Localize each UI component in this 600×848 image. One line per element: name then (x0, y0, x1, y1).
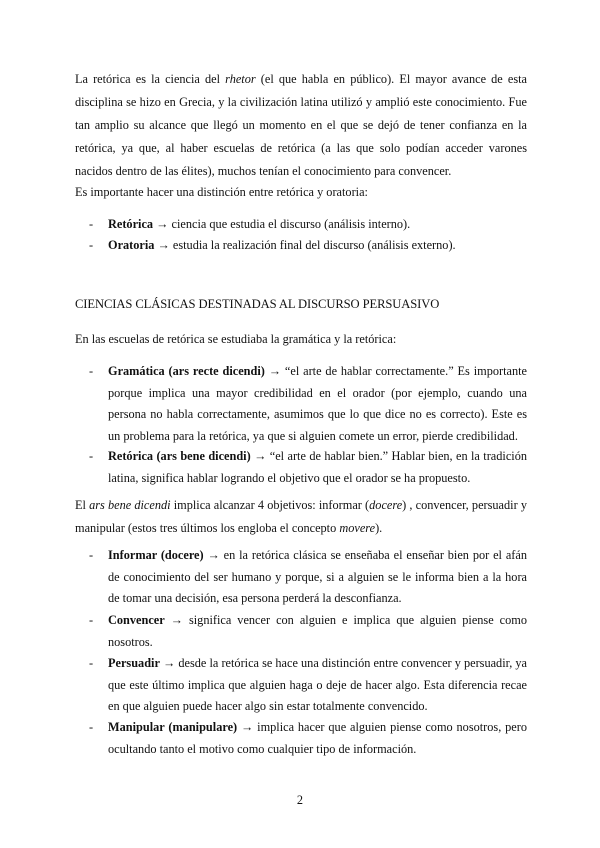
schools-paragraph: En las escuelas de retórica se estudiaba la gramática y la retórica: (75, 332, 397, 346)
ars-text-b: implica alcanzar 4 objetivos: informar ( (170, 498, 370, 512)
list-item (75, 214, 527, 236)
list-term: Manipular (manipulare) (108, 720, 238, 734)
intro-paragraph (75, 68, 527, 183)
list-term: Informar (docere) (108, 548, 204, 562)
docere-term: docere (369, 498, 403, 512)
distinction-paragraph: Es importante hacer una distinción entre retórica y oratoria: (75, 185, 368, 199)
list-item (75, 610, 527, 653)
intro-text-a: La retórica es la ciencia del (75, 72, 226, 86)
ars-paragraph (75, 494, 527, 540)
list-dash: - (89, 364, 94, 378)
list-item (75, 235, 527, 257)
section-heading: CIENCIAS CLÁSICAS DESTINADAS AL DISCURSO PERSUASIVO (75, 297, 440, 311)
ars-term: ars bene dicendi (89, 498, 171, 512)
list-dash: - (89, 613, 94, 627)
intro-text-b: (el que habla en público). El mayor avance de esta disciplina se hizo en Grecia, y la civilización latina utilizó y amplió este conocimiento. Fue tan amplio su alcance que llegó un momento en el que se dejó de tener confianza en la retórica, ya que, al haber escuelas de retórica (a las que solo podían acceder varones nacidos dentro de las élites), muchos tenían el conocimiento para convencer. (75, 72, 527, 178)
list-text: → significa vencer con alguien e implica que alguien piense como nosotros. (108, 613, 527, 649)
list-text: → desde la retórica se hace una distinción entre convencer y persuadir, ya que este último implica que alguien haga o deje de hacer algo. Esta diferencia recae en que alguien puede hacer algo sin estar totalmente convencido. (108, 656, 527, 713)
list-dash: - (89, 449, 94, 463)
list-dash: - (89, 238, 94, 252)
rhetor-term: rhetor (225, 72, 256, 86)
list-term: Persuadir (108, 656, 160, 670)
ars-text-a: El (75, 498, 90, 512)
list-term: Retórica (ars bene dicendi) (108, 449, 251, 463)
list-dash: - (89, 720, 94, 734)
list-text: → “el arte de hablar correctamente.” Es importante porque implica una mayor credibilidad en el orador (por ejemplo, cuando una persona no habla correctamente, asumimos que lo que dice no es correcto). Este es un problema para la retórica, ya que si alguien comete un error, pierde credibilidad. (108, 364, 527, 443)
movere-term: movere (339, 521, 376, 535)
list-term: Retórica (108, 217, 154, 231)
list-dash: - (89, 656, 94, 670)
list-text: → implica hacer que alguien piense como nosotros, pero ocultando tanto el motivo como cualquier tipo de información. (108, 720, 528, 756)
page-number: 2 (296, 793, 304, 807)
list-item (75, 717, 527, 760)
list-text: → “el arte de hablar bien.” Hablar bien, en la tradición latina, significa hablar logrando el objetivo que el orador se ha propuesto. (108, 449, 527, 485)
list-text: → ciencia que estudia el discurso (análisis interno). (153, 217, 411, 231)
list-text: → en la retórica clásica se enseñaba el enseñar bien por el afán de conocimiento del ser humano y porque, si a alguien se le informa bien a la hora de tomar una decisión, esa persona perderá la desconfianza. (108, 548, 527, 605)
list-item (75, 545, 527, 610)
list-dash: - (89, 217, 94, 231)
list-dash: - (89, 548, 94, 562)
list-item (75, 361, 527, 447)
list-term: Gramática (ars recte dicendi) (108, 364, 265, 378)
ars-text-c: ) , convencer, persuadir y manipular (estos tres últimos los engloba el concepto (75, 498, 527, 535)
list-item (75, 446, 527, 489)
list-term: Convencer (108, 613, 165, 627)
list-text: → estudia la realización final del discurso (análisis externo). (154, 238, 456, 252)
list-term: Oratoria (108, 238, 155, 252)
list-item (75, 653, 527, 718)
ars-text-d: ). (375, 521, 383, 535)
